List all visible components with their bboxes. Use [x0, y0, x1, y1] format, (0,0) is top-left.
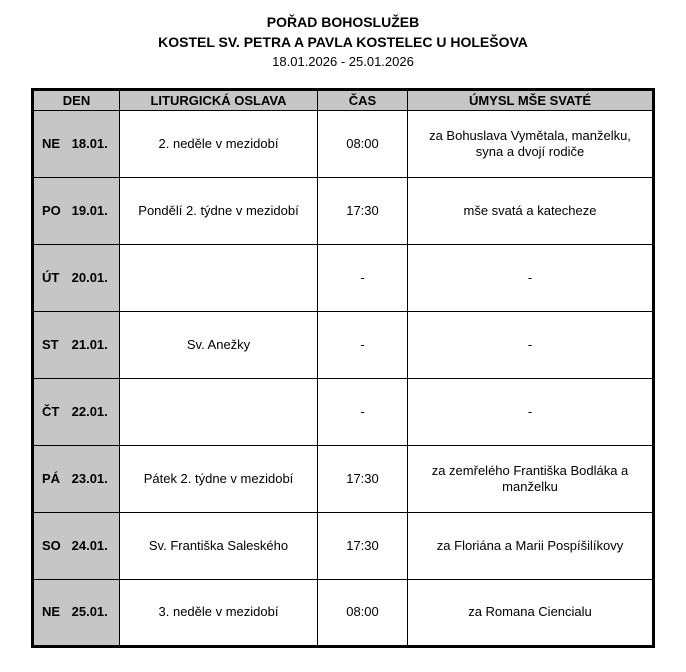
day-abbr: PO [42, 202, 61, 218]
column-header-den: DEN [33, 90, 120, 111]
day-cell [33, 580, 120, 647]
day-cell [33, 513, 120, 580]
table-row [33, 245, 654, 312]
table-row [33, 446, 654, 513]
day-date: 21.01. [71, 336, 108, 352]
date-range: 18.01.2026 - 25.01.2026 [272, 54, 414, 69]
column-header-liturgicka-oslava: LITURGICKÁ OSLAVA [120, 90, 318, 111]
day-abbr: ČT [42, 403, 60, 419]
intention-cell: za Bohuslava Vymětala, manželku, syna a dvojí rodiče [408, 111, 654, 178]
day-cell [33, 178, 120, 245]
document-header [0, 12, 686, 72]
time-cell: - [318, 245, 408, 312]
day-cell [33, 245, 120, 312]
celebration-cell [120, 245, 318, 312]
time-cell: 17:30 [318, 513, 408, 580]
celebration-cell: 2. neděle v mezidobí [120, 111, 318, 178]
header-row [33, 90, 654, 111]
day-date: 19.01. [71, 202, 108, 218]
table-row [33, 111, 654, 178]
intention-cell: za Romana Ciencialu [408, 580, 654, 647]
day-abbr: NE [42, 604, 61, 620]
day-abbr: NE [42, 135, 61, 151]
table-header [33, 90, 654, 111]
day-cell [33, 379, 120, 446]
time-cell: 17:30 [318, 446, 408, 513]
church-name: KOSTEL SV. PETRA A PAVLA KOSTELEC U HOLEŠOVA [158, 34, 528, 50]
schedule-table [31, 88, 655, 648]
table-body [33, 111, 654, 647]
day-abbr: ST [42, 336, 59, 352]
day-date: 20.01. [71, 269, 108, 285]
celebration-cell: Sv. Františka Saleského [120, 513, 318, 580]
celebration-cell: Pondělí 2. týdne v mezidobí [120, 178, 318, 245]
intention-cell: - [408, 245, 654, 312]
day-date: 23.01. [71, 470, 108, 486]
table-row [33, 178, 654, 245]
time-cell: - [318, 379, 408, 446]
celebration-cell: 3. neděle v mezidobí [120, 580, 318, 647]
table-row [33, 379, 654, 446]
day-abbr: SO [42, 537, 61, 553]
table-row [33, 513, 654, 580]
day-date: 22.01. [71, 403, 108, 419]
day-abbr: ÚT [42, 269, 60, 285]
day-cell [33, 312, 120, 379]
day-date: 18.01. [71, 135, 108, 151]
day-date: 24.01. [71, 537, 108, 553]
day-cell [33, 111, 120, 178]
column-header-cas: ČAS [318, 90, 408, 111]
celebration-cell: Pátek 2. týdne v mezidobí [120, 446, 318, 513]
celebration-cell [120, 379, 318, 446]
day-date: 25.01. [71, 604, 108, 620]
intention-cell: mše svatá a katecheze [408, 178, 654, 245]
intention-cell: za zemřelého Františka Bodláka a manželku [408, 446, 654, 513]
table-row [33, 312, 654, 379]
time-cell: - [318, 312, 408, 379]
time-cell: 08:00 [318, 111, 408, 178]
intention-cell: za Floriána a Marii Pospíšilíkovy [408, 513, 654, 580]
time-cell: 08:00 [318, 580, 408, 647]
intention-cell: - [408, 312, 654, 379]
column-header-umysl: ÚMYSL MŠE SVATÉ [408, 90, 654, 111]
table-row [33, 580, 654, 647]
time-cell: 17:30 [318, 178, 408, 245]
page-title: POŘAD BOHOSLUŽEB [266, 14, 420, 30]
day-cell [33, 446, 120, 513]
celebration-cell: Sv. Anežky [120, 312, 318, 379]
day-abbr: PÁ [42, 470, 61, 486]
intention-cell: - [408, 379, 654, 446]
